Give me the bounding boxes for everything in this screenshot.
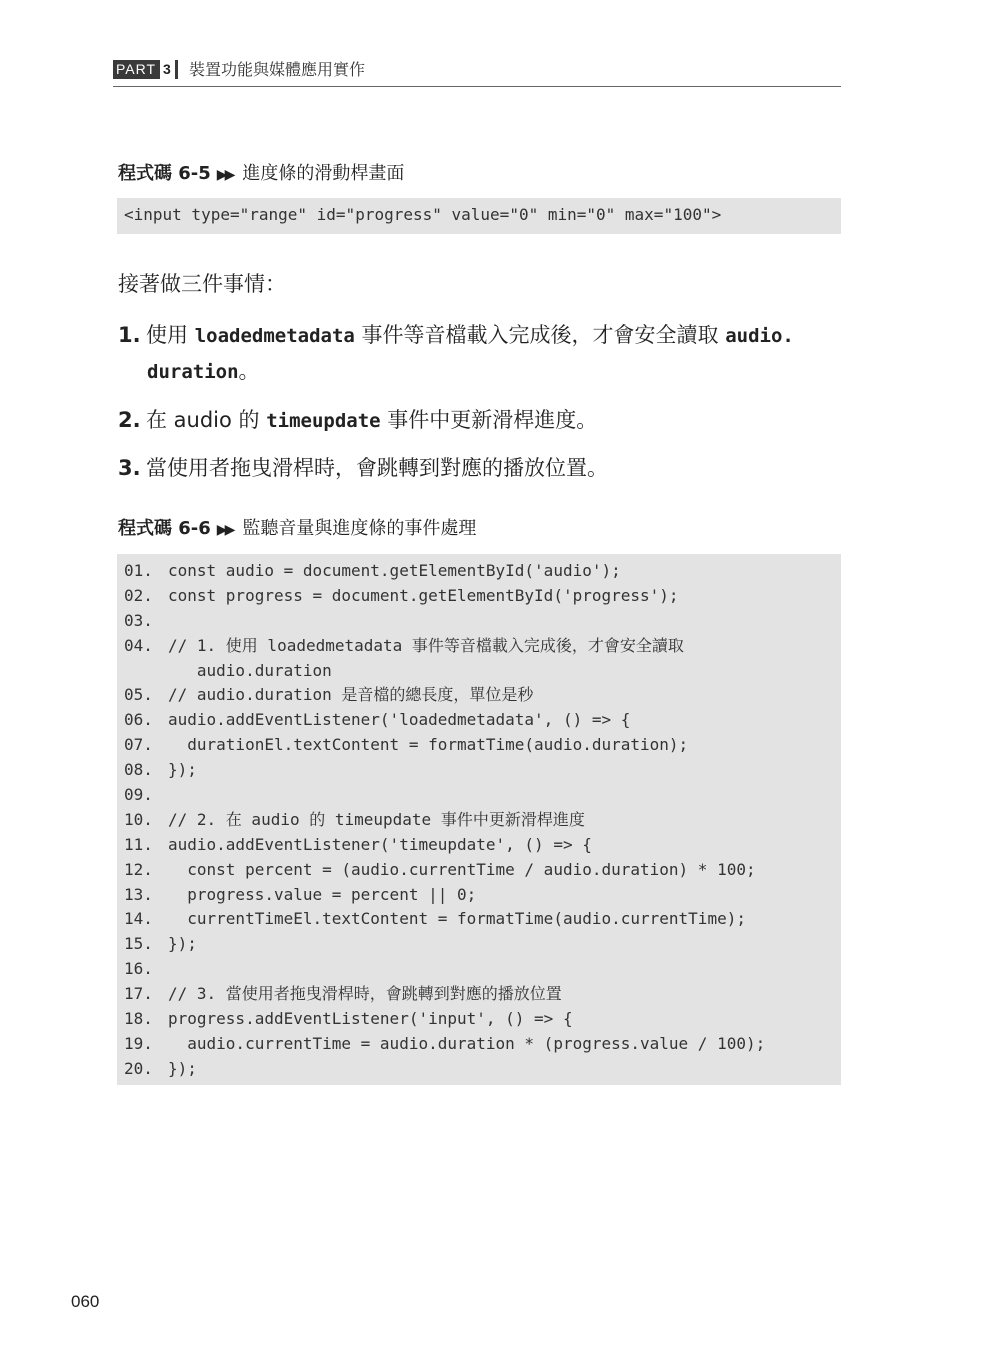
code-text: // 2. 在 audio 的 timeupdate 事件中更新滑桿進度 [168, 809, 585, 829]
code-line [124, 932, 765, 957]
list-item-2 [118, 403, 597, 439]
code-line [124, 783, 765, 808]
line-number: 14. [124, 909, 153, 929]
line-number: 06. [124, 710, 153, 730]
list-number: 2. [118, 408, 141, 432]
inline-code: duration [147, 361, 239, 383]
code-line [124, 634, 765, 659]
line-number: 13. [124, 884, 153, 904]
double-arrow-icon: ▶▶ [216, 522, 233, 538]
code-block-6-5 [117, 198, 841, 234]
list-number: 3. [118, 456, 141, 480]
listing-label: 程式碼 6-5 [118, 163, 211, 184]
list-item-3 [118, 451, 608, 486]
inline-code: loadedmetadata [194, 325, 355, 347]
line-number: 16. [124, 959, 153, 979]
code-text: audio.addEventListener('loadedmetadata', () => { [168, 710, 631, 730]
code-text: const audio = document.getElementById('audio'); [168, 561, 621, 580]
list-item-1 [118, 318, 794, 354]
code-line [124, 982, 765, 1007]
line-number: 07. [124, 735, 153, 755]
step-text: 。 [238, 359, 260, 383]
code-text: progress.value = percent || 0; [168, 884, 477, 904]
code-line [124, 1007, 765, 1032]
line-number: 09. [124, 785, 153, 805]
line-number: 04. [124, 635, 153, 655]
code-line [124, 708, 765, 733]
line-number: 15. [124, 934, 153, 954]
line-number: 10. [124, 809, 153, 829]
code-line [124, 584, 765, 609]
code-line [124, 907, 765, 932]
code-text: audio.currentTime = audio.duration * (progress.value / 100); [168, 1033, 766, 1053]
code-text: }); [168, 934, 197, 954]
inline-code: timeupdate [266, 410, 381, 432]
listing-caption-6-5 [118, 162, 404, 187]
code-lines [124, 559, 765, 1082]
list-item-1-continued [147, 354, 260, 390]
listing-title: 監聽音量與進度條的事件處理 [242, 518, 477, 539]
code-line [124, 833, 765, 858]
code-text: // 1. 使用 loadedmetadata 事件等音檔載入完成後，才會安全讀取 [168, 635, 684, 655]
line-number: 12. [124, 859, 153, 879]
double-arrow-icon: ▶▶ [216, 167, 233, 183]
step-text: 事件中更新滑桿進度。 [380, 408, 598, 432]
listing-title: 進度條的滑動桿畫面 [242, 163, 405, 184]
step-text: 當使用者拖曳滑桿時，會跳轉到對應的播放位置。 [146, 456, 608, 480]
code-text: durationEl.textContent = formatTime(audio.duration); [168, 735, 689, 755]
line-number: 11. [124, 834, 153, 854]
code-text: audio.addEventListener('timeupdate', () => { [168, 834, 592, 854]
code-text: }); [168, 760, 197, 780]
code-line [124, 559, 765, 584]
code-text: const percent = (audio.currentTime / audio.duration) * 100; [168, 859, 756, 879]
line-number: 18. [124, 1009, 153, 1029]
step-text: 事件等音檔載入完成後，才會安全讀取 [354, 323, 726, 347]
step-text: 在 audio 的 [146, 408, 267, 432]
line-number: 02. [124, 585, 153, 605]
listing-caption-6-6 [118, 517, 476, 542]
code-line [124, 1032, 765, 1057]
part-number: 3 [160, 60, 175, 79]
code-text: const progress = document.getElementById('progress'); [168, 585, 679, 605]
part-label: PART [116, 61, 157, 77]
page-number: 060 [71, 1292, 100, 1311]
code-text: progress.addEventListener('input', () => { [168, 1009, 573, 1029]
code-block-6-6 [117, 554, 841, 1085]
code-line [124, 858, 765, 883]
code-line [124, 1057, 765, 1082]
code-text: currentTimeEl.textContent = formatTime(audio.currentTime); [168, 909, 746, 929]
code-line [124, 758, 765, 783]
line-number: 17. [124, 984, 153, 1004]
intro-paragraph: 接著做三件事情： [118, 272, 286, 296]
code-text: audio.duration [168, 660, 332, 680]
code-text: // audio.duration 是音檔的總長度，單位是秒 [168, 685, 534, 705]
line-number: 20. [124, 1058, 153, 1078]
part-badge [113, 60, 178, 79]
code-text: }); [168, 1058, 197, 1078]
code-line [124, 609, 765, 634]
step-text: 使用 [146, 323, 195, 347]
line-number: 01. [124, 561, 153, 580]
code-line [124, 683, 765, 708]
code-line [124, 883, 765, 908]
listing-label: 程式碼 6-6 [118, 518, 211, 539]
code-line: <input type="range" id="progress" value="0" min="0" max="100"> [124, 205, 722, 224]
running-header [113, 60, 841, 87]
header-title: 裝置功能與媒體應用實作 [189, 60, 366, 79]
code-line [124, 808, 765, 833]
line-number: 05. [124, 685, 153, 705]
code-text: // 3. 當使用者拖曳滑桿時，會跳轉到對應的播放位置 [168, 984, 562, 1004]
code-line [124, 659, 765, 684]
line-number: 19. [124, 1033, 153, 1053]
line-number: 03. [124, 610, 153, 630]
code-line [124, 957, 765, 982]
inline-code: audio. [725, 325, 794, 347]
line-number: 08. [124, 760, 153, 780]
code-line [124, 733, 765, 758]
list-number: 1. [118, 323, 141, 347]
